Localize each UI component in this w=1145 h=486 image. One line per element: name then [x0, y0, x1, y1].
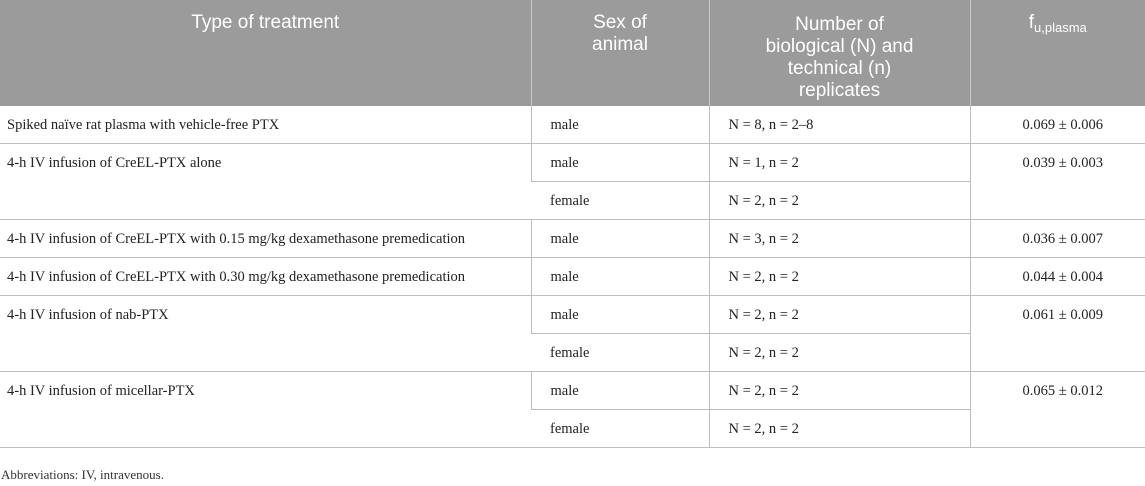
cell-fu: 0.065 ± 0.012 — [970, 371, 1145, 447]
cell-fu: 0.036 ± 0.007 — [970, 219, 1145, 257]
cell-treatment: 4-h IV infusion of micellar-PTX — [0, 371, 531, 447]
header-treatment: Type of treatment — [0, 0, 531, 106]
cell-fu: 0.039 ± 0.003 — [970, 143, 1145, 219]
cell-fu: 0.061 ± 0.009 — [970, 295, 1145, 371]
cell-fu: 0.069 ± 0.006 — [970, 106, 1145, 143]
cell-replicates: N = 1, n = 2 — [709, 143, 970, 181]
cell-sex: female — [531, 409, 709, 447]
cell-replicates: N = 2, n = 2 — [709, 371, 970, 409]
table-footnote: Abbreviations: IV, intravenous. — [1, 467, 164, 482]
cell-replicates: N = 2, n = 2 — [709, 181, 970, 219]
cell-replicates: N = 2, n = 2 — [709, 295, 970, 333]
table-row — [0, 219, 1145, 257]
cell-sex: male — [531, 106, 709, 143]
cell-treatment: Spiked naïve rat plasma with vehicle-free PTX — [0, 106, 531, 143]
cell-fu: 0.044 ± 0.004 — [970, 257, 1145, 295]
cell-treatment: 4-h IV infusion of CreEL-PTX alone — [0, 143, 531, 219]
header-fu — [970, 0, 1145, 106]
header-fu-main: f — [1028, 12, 1035, 33]
header-row — [0, 0, 1145, 106]
cell-replicates: N = 2, n = 2 — [709, 257, 970, 295]
cell-replicates: N = 8, n = 2–8 — [709, 106, 970, 143]
cell-treatment: 4-h IV infusion of CreEL-PTX with 0.30 mg/kg dexamethasone premedication — [0, 257, 531, 295]
table-row — [0, 106, 1145, 143]
table-row — [0, 371, 1145, 409]
cell-treatment: 4-h IV infusion of nab-PTX — [0, 295, 531, 371]
cell-sex: male — [531, 219, 709, 257]
header-replicates: Number of biological (N) and technical (n) replicates — [709, 0, 970, 106]
cell-replicates: N = 2, n = 2 — [709, 409, 970, 447]
header-sex: Sex of animal — [531, 0, 709, 106]
table-row — [0, 257, 1145, 295]
cell-sex: male — [531, 371, 709, 409]
cell-sex: male — [531, 143, 709, 181]
cell-sex: female — [531, 181, 709, 219]
header-fu-subscript: u,plasma — [1034, 20, 1087, 35]
table-row — [0, 295, 1145, 333]
cell-sex: male — [531, 295, 709, 333]
cell-sex: female — [531, 333, 709, 371]
cell-treatment: 4-h IV infusion of CreEL-PTX with 0.15 mg/kg dexamethasone premedication — [0, 219, 531, 257]
cell-sex: male — [531, 257, 709, 295]
table-row — [0, 143, 1145, 181]
cell-replicates: N = 2, n = 2 — [709, 333, 970, 371]
cell-replicates: N = 3, n = 2 — [709, 219, 970, 257]
